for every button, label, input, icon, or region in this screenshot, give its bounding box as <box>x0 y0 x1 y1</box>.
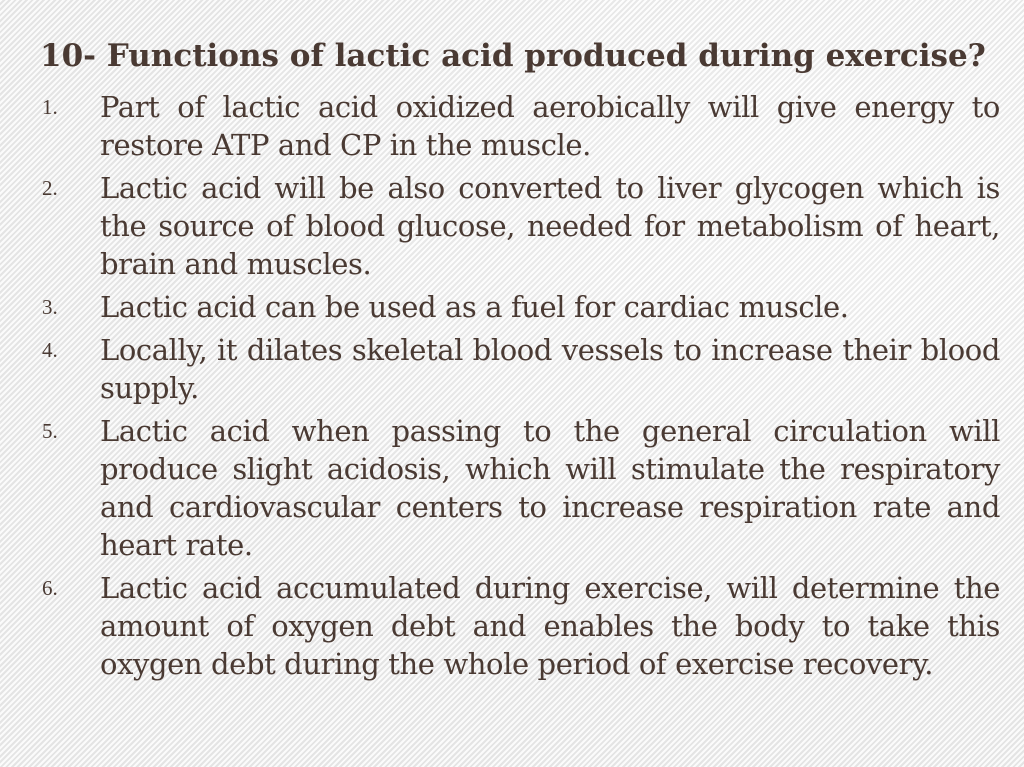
list-item <box>40 288 1000 326</box>
list-item <box>40 569 1000 683</box>
list-item-text: Lactic acid accumulated during exercise, will determine the amount of oxygen debt and enables the body to take this oxygen debt during the whole period of exercise recovery. <box>100 571 1000 681</box>
list-item <box>40 169 1000 283</box>
list-item-number: 3. <box>42 295 58 319</box>
list-item-number: 4. <box>42 338 58 362</box>
slide-title: 10- Functions of lactic acid produced during exercise? <box>40 38 986 74</box>
list-item-text: Lactic acid can be used as a fuel for cardiac muscle. <box>100 290 849 324</box>
list-item <box>40 412 1000 564</box>
list-item-number: 6. <box>42 576 58 600</box>
list-item-number: 1. <box>42 95 58 119</box>
list-item-text: Lactic acid will be also converted to liver glycogen which is the source of blood glucose, needed for metabolism of heart, brain and muscles. <box>100 171 1000 281</box>
list-item-text: Part of lactic acid oxidized aerobically will give energy to restore ATP and CP in the muscle. <box>100 90 1000 162</box>
functions-list <box>40 88 1000 688</box>
list-item-number: 2. <box>42 176 58 200</box>
list-item <box>40 88 1000 164</box>
list-item-number: 5. <box>42 419 58 443</box>
slide <box>40 36 1000 756</box>
list-item-text: Locally, it dilates skeletal blood vessels to increase their blood supply. <box>100 333 1000 405</box>
list-item <box>40 331 1000 407</box>
list-item-text: Lactic acid when passing to the general circulation will produce slight acidosis, which will stimulate the respiratory and cardiovascular centers to increase respiration rate and heart rate. <box>100 414 1000 562</box>
